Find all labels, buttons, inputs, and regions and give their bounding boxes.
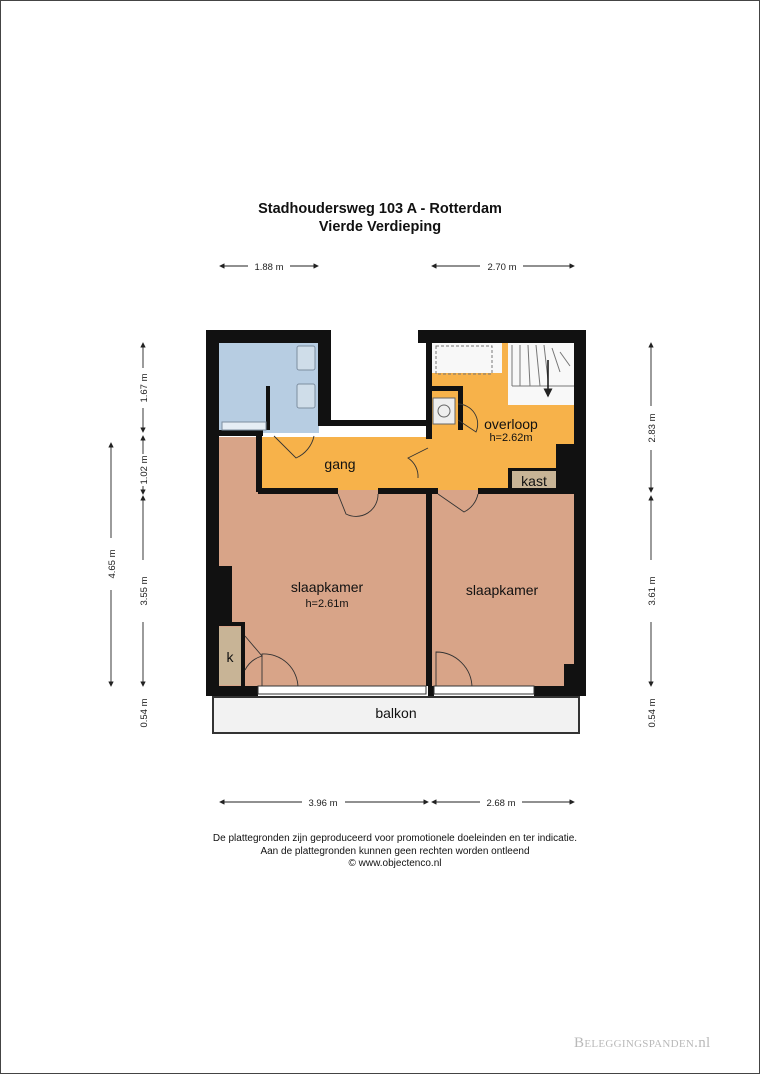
label-k: k bbox=[226, 649, 234, 665]
bedroom-left-floor bbox=[219, 437, 262, 490]
label-kast: kast bbox=[521, 473, 547, 489]
dim-right-room: 3.61 m bbox=[647, 576, 658, 606]
stair-area bbox=[508, 343, 574, 405]
windows bbox=[258, 686, 534, 694]
dim-left-gang: 1.02 m bbox=[139, 455, 150, 485]
dim-left-total: 4.65 m bbox=[107, 549, 118, 579]
dim-bottom-left: 3.96 m bbox=[308, 798, 338, 809]
dim-top-left: 1.88 m bbox=[254, 262, 284, 273]
dim-right-top: 2.83 m bbox=[647, 413, 658, 443]
disclaimer-line-3: © www.objectenco.nl bbox=[348, 858, 442, 869]
watermark-logo: BELEGGINGSPANDEN.nl bbox=[574, 1035, 711, 1051]
label-balkon: balkon bbox=[375, 705, 417, 721]
dim-bottom-right: 2.68 m bbox=[486, 798, 516, 809]
label-slaapkamer-left: slaapkamer bbox=[290, 579, 364, 595]
label-slaapkamer-right: slaapkamer bbox=[465, 582, 539, 598]
disclaimer bbox=[0, 833, 760, 871]
label-slaapkamer-left-height: h=2.61m bbox=[305, 598, 349, 610]
disclaimer-line-1: De plattegronden zijn geproduceerd voor promotionele doeleinden en ter indicatie. bbox=[212, 833, 578, 844]
label-overloop-height: h=2.62m bbox=[489, 432, 533, 444]
dim-top-right: 2.70 m bbox=[487, 262, 517, 273]
dim-left-balcony: 0.54 m bbox=[139, 698, 150, 728]
label-overloop: overloop bbox=[484, 416, 538, 432]
label-gang: gang bbox=[324, 456, 356, 472]
dim-right-balcony: 0.54 m bbox=[647, 698, 658, 728]
washer-icon bbox=[433, 398, 455, 424]
disclaimer-line-2: Aan de plattegronden kunnen geen rechten worden ontleend bbox=[260, 845, 530, 857]
plan-subtitle: Vierde Verdieping bbox=[318, 219, 442, 235]
dim-left-room: 3.55 m bbox=[139, 576, 150, 606]
dim-left-bath: 1.67 m bbox=[139, 373, 150, 403]
plan-title: Stadhoudersweg 103 A - Rotterdam bbox=[258, 201, 502, 217]
